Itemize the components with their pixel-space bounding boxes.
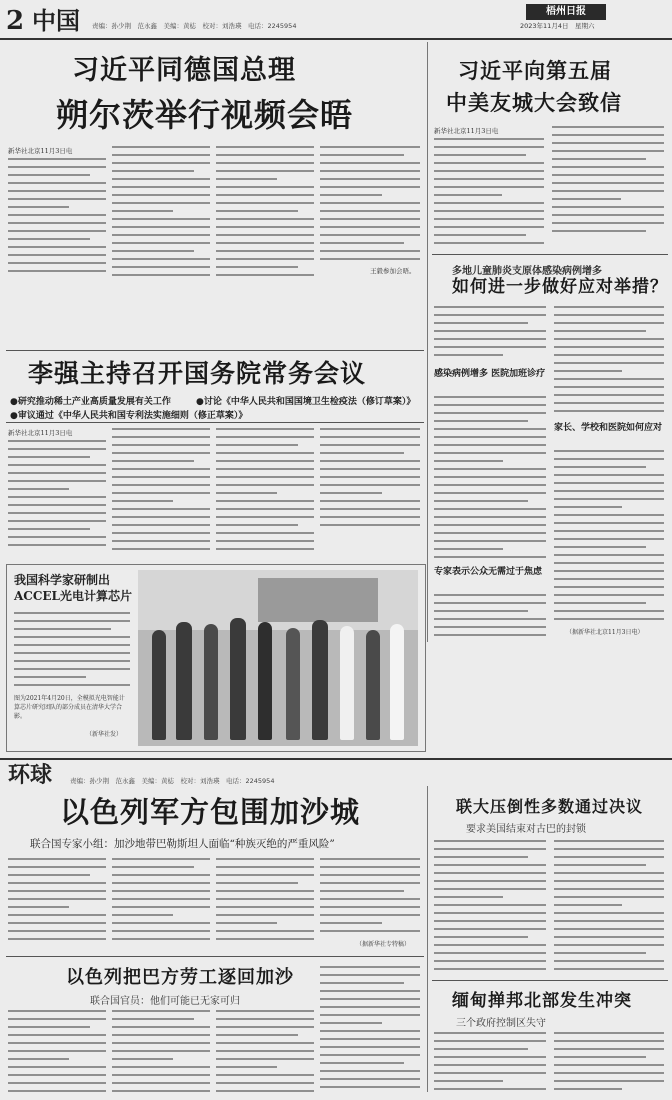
article-body-column xyxy=(320,146,420,264)
photo-caption: 图为2021年4月20日，全模拟光电智能计算芯片研究团队的部分成员在清华大学合影。 xyxy=(14,695,125,720)
subhead-li-qiang-1: ●研究推动稀土产业高质量发展有关工作 xyxy=(10,397,171,407)
section-world: 环球 xyxy=(8,762,53,788)
article-body-column xyxy=(8,858,106,948)
byline-gaza: （据新华社专特稿） xyxy=(356,941,411,948)
article-body-column xyxy=(434,396,546,568)
article-body-column xyxy=(112,146,210,278)
article-body-column xyxy=(434,306,546,366)
article-body-column xyxy=(320,858,420,938)
headline-xi-scholz-line2: 朔尔茨举行视频会晤 xyxy=(56,96,354,134)
article-body-column xyxy=(434,594,546,642)
editor-credits: 责编：孙少荆 范永鑫 美编：黄梽 校对：刘浩瑛 电话：2245954 xyxy=(92,22,297,30)
headline-xi-letter-line1: 习近平向第五届 xyxy=(458,58,612,83)
page-header xyxy=(0,0,672,40)
issue-date: 2023年11月4日 星期六 xyxy=(520,22,595,30)
subhead-un-vote: 要求美国结束对古巴的封锁 xyxy=(466,824,586,835)
subhead-pneumonia-2: 专家表示公众无需过于焦虑 xyxy=(434,567,543,577)
editor-credits-world: 责编：孙少荆 范永鑫 美编：黄梽 校对：刘浩瑛 电话：2245954 xyxy=(70,777,275,785)
byline-pneumonia: （据新华社北京11月3日电） xyxy=(566,629,644,636)
dateline-xi-letter: 新华社北京11月3日电 xyxy=(434,127,499,135)
article-body-column xyxy=(554,1032,664,1096)
headline-un-vote: 联大压倒性多数通过决议 xyxy=(456,797,644,816)
team-photo xyxy=(138,570,418,746)
headline-workers: 以色列把巴方劳工逐回加沙 xyxy=(66,967,294,988)
article-body-column xyxy=(216,428,314,556)
article-body-column xyxy=(554,840,664,974)
article-body-column xyxy=(14,612,130,692)
section-name: 中国 xyxy=(32,6,80,35)
article-body-column xyxy=(434,840,546,974)
article-body-column xyxy=(554,306,664,418)
section-rule xyxy=(0,758,672,760)
article-body-column xyxy=(434,1032,546,1096)
article-body-column xyxy=(8,440,106,556)
article-body-column xyxy=(8,1010,106,1096)
article-body-column xyxy=(216,1010,314,1096)
headline-gaza: 以色列军方包围加沙城 xyxy=(60,795,361,829)
headline-myanmar: 缅甸掸邦北部发生冲突 xyxy=(452,991,632,1011)
dateline-xi-scholz: 新华社北京11月3日电 xyxy=(8,147,73,155)
article-body-column xyxy=(434,138,544,250)
headline-pneumonia: 如何进一步做好应对举措？ xyxy=(452,277,668,297)
subhead-gaza: 联合国专家小组：加沙地带巴勒斯坦人面临“种族灭绝的严重风险” xyxy=(30,838,335,850)
article-body-column xyxy=(320,428,420,538)
article-body-column xyxy=(216,146,314,278)
dateline-li-qiang: 新华社北京11月3日电 xyxy=(8,429,73,437)
article-body-column xyxy=(552,126,664,236)
photo-byline: （新华社发） xyxy=(86,731,123,738)
headline-xi-scholz-line1: 习近平同德国总理 xyxy=(72,55,296,86)
divider xyxy=(6,350,424,351)
article-body-column xyxy=(320,966,420,1096)
headline-xi-letter-line2: 中美友城大会致信 xyxy=(446,90,622,115)
kicker-pneumonia: 多地儿童肺炎支原体感染病例增多 xyxy=(452,266,602,277)
article-body-column xyxy=(112,1010,210,1096)
byline-xi-scholz: 王毅参加会晤。 xyxy=(370,267,416,275)
subhead-li-qiang-3: ●审议通过《中华人民共和国专利法实施细则（修正草案）》 xyxy=(10,411,248,421)
article-body-column xyxy=(112,858,210,948)
article-body-column xyxy=(112,428,210,556)
article-body-column xyxy=(216,858,314,948)
divider xyxy=(432,980,668,981)
subhead-myanmar: 三个政府控制区失守 xyxy=(456,1018,546,1029)
newspaper-logo: 梧州日报 xyxy=(526,4,606,20)
headline-li-qiang: 李强主持召开国务院常务会议 xyxy=(28,359,367,388)
column-divider xyxy=(427,786,428,1092)
column-divider xyxy=(427,42,428,642)
subhead-workers: 联合国官员：他们可能已无家可归 xyxy=(90,996,240,1007)
article-body-column xyxy=(8,158,106,278)
article-body-column xyxy=(554,450,664,626)
page-number: 2 xyxy=(6,6,25,36)
divider xyxy=(6,422,424,423)
subhead-li-qiang-2: ●讨论《中华人民共和国国境卫生检疫法（修订草案）》 xyxy=(196,397,416,407)
divider xyxy=(432,254,668,255)
subhead-pneumonia-3: 家长、学校和医院如何应对 xyxy=(554,423,663,433)
divider xyxy=(6,956,424,957)
headline-accel-line1: 我国科学家研制出 xyxy=(14,573,111,587)
headline-accel-line2: ACCEL光电计算芯片 xyxy=(14,589,132,603)
subhead-pneumonia-1: 感染病例增多 医院加班诊疗 xyxy=(434,369,546,379)
